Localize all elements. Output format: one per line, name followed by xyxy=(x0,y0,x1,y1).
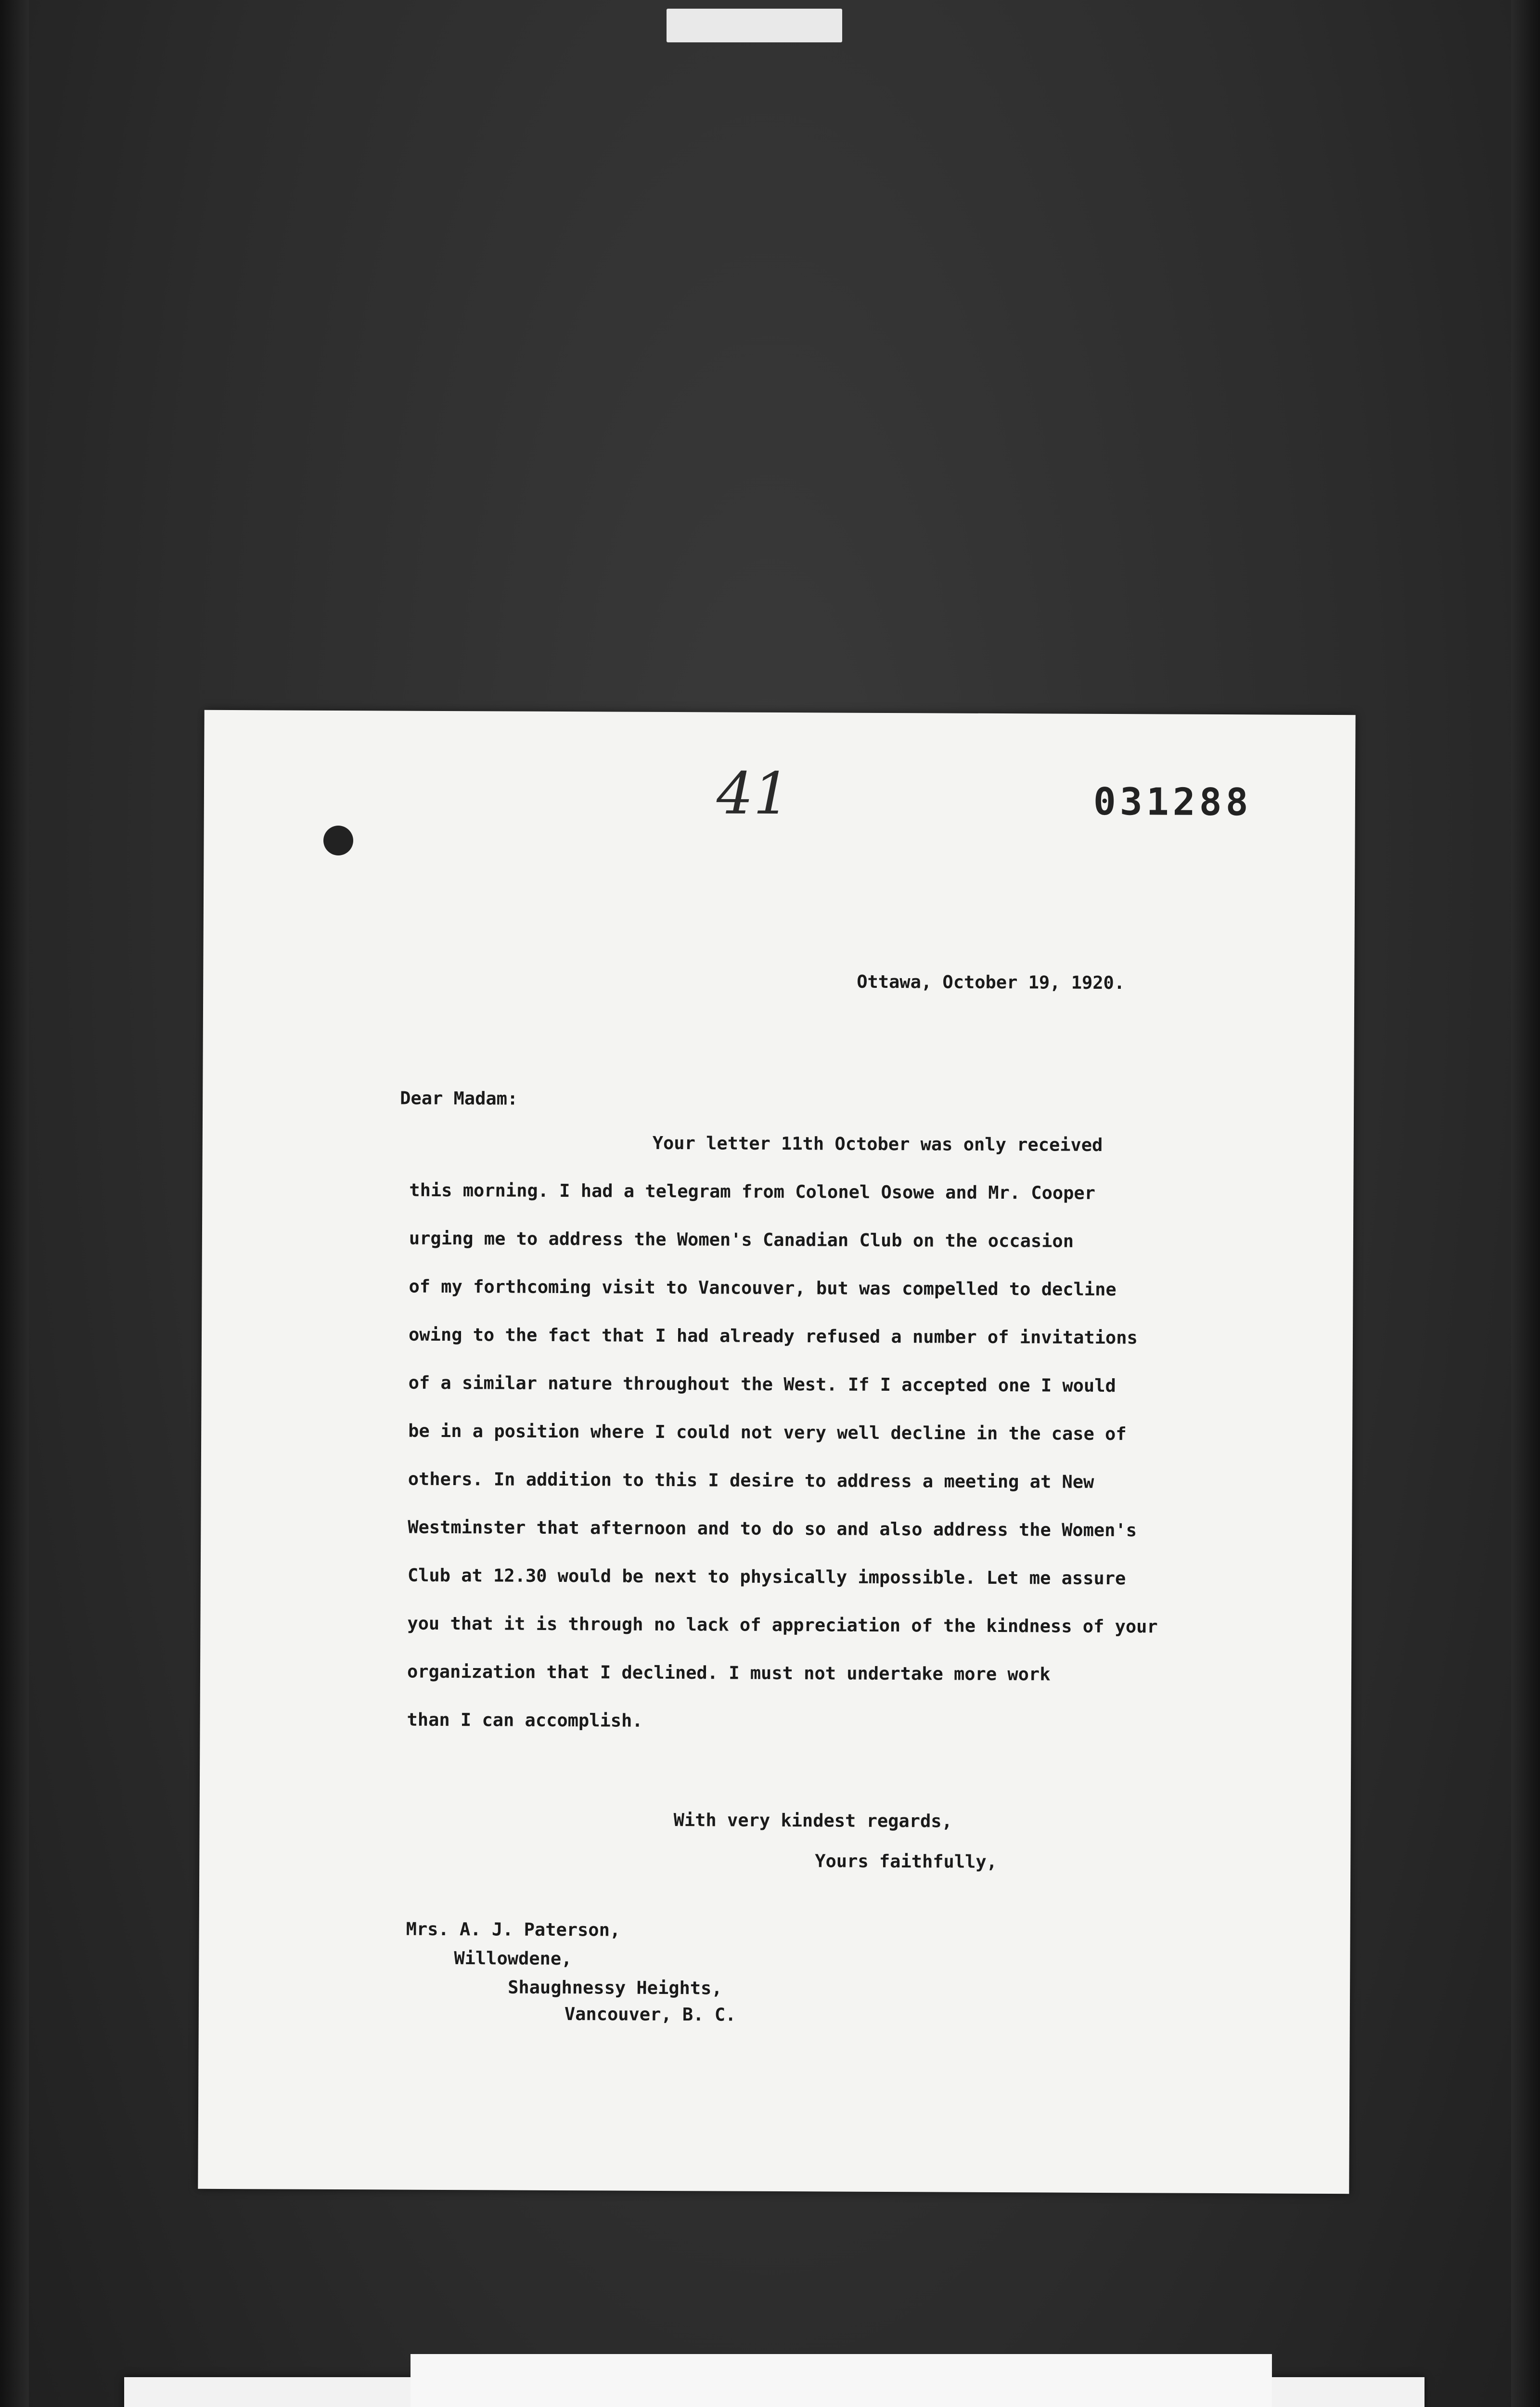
body-line: be in a position where I could not very well decline in the case of xyxy=(408,1420,1127,1445)
letter-signoff: Yours faithfully, xyxy=(815,1851,998,1873)
address-line: Willowdene, xyxy=(454,1948,572,1969)
body-line: others. In addition to this I desire to address a meeting at New xyxy=(408,1468,1094,1492)
body-line: of a similar nature throughout the West. If I accepted one I would xyxy=(408,1372,1116,1397)
handwritten-number: 41 xyxy=(716,760,790,828)
frame-edge-right xyxy=(1511,0,1540,2407)
address-line: Vancouver, B. C. xyxy=(564,2004,736,2025)
body-line: than I can accomplish. xyxy=(407,1709,643,1731)
punch-hole xyxy=(323,826,353,855)
archives-label xyxy=(124,2377,1424,2407)
letter-salutation: Dear Madam: xyxy=(400,1087,518,1109)
body-line: this morning. I had a telegram from Colonel Osowe and Mr. Cooper xyxy=(409,1179,1096,1204)
letter-page xyxy=(198,710,1355,2194)
letter-date: Ottawa, October 19, 1920. xyxy=(857,971,1125,994)
top-tab xyxy=(667,9,842,42)
body-line: owing to the fact that I had already refused a number of invitations xyxy=(408,1324,1138,1348)
body-line: organization that I declined. I must not undertake more work xyxy=(407,1661,1051,1685)
address-line: Mrs. A. J. Paterson, xyxy=(406,1918,621,1941)
body-line: Club at 12.30 would be next to physically impossible. Let me assure xyxy=(407,1565,1126,1589)
body-line: urging me to address the Women's Canadian Club on the occasion xyxy=(409,1228,1074,1252)
body-line: Westminster that afternoon and to do so and also address the Women's xyxy=(408,1516,1137,1541)
label-strip xyxy=(411,2354,1272,2407)
body-line: of my forthcoming visit to Vancouver, but was compelled to decline xyxy=(409,1276,1116,1300)
stamped-number: 031288 xyxy=(1093,780,1252,825)
body-line: you that it is through no lack of appreciation of the kindness of your xyxy=(407,1613,1158,1637)
address-line: Shaughnessy Heights, xyxy=(508,1977,722,1999)
letter-closing: With very kindest regards, xyxy=(673,1810,952,1832)
body-line: Your letter 11th October was only received xyxy=(652,1132,1103,1155)
frame-edge-left xyxy=(0,0,29,2407)
